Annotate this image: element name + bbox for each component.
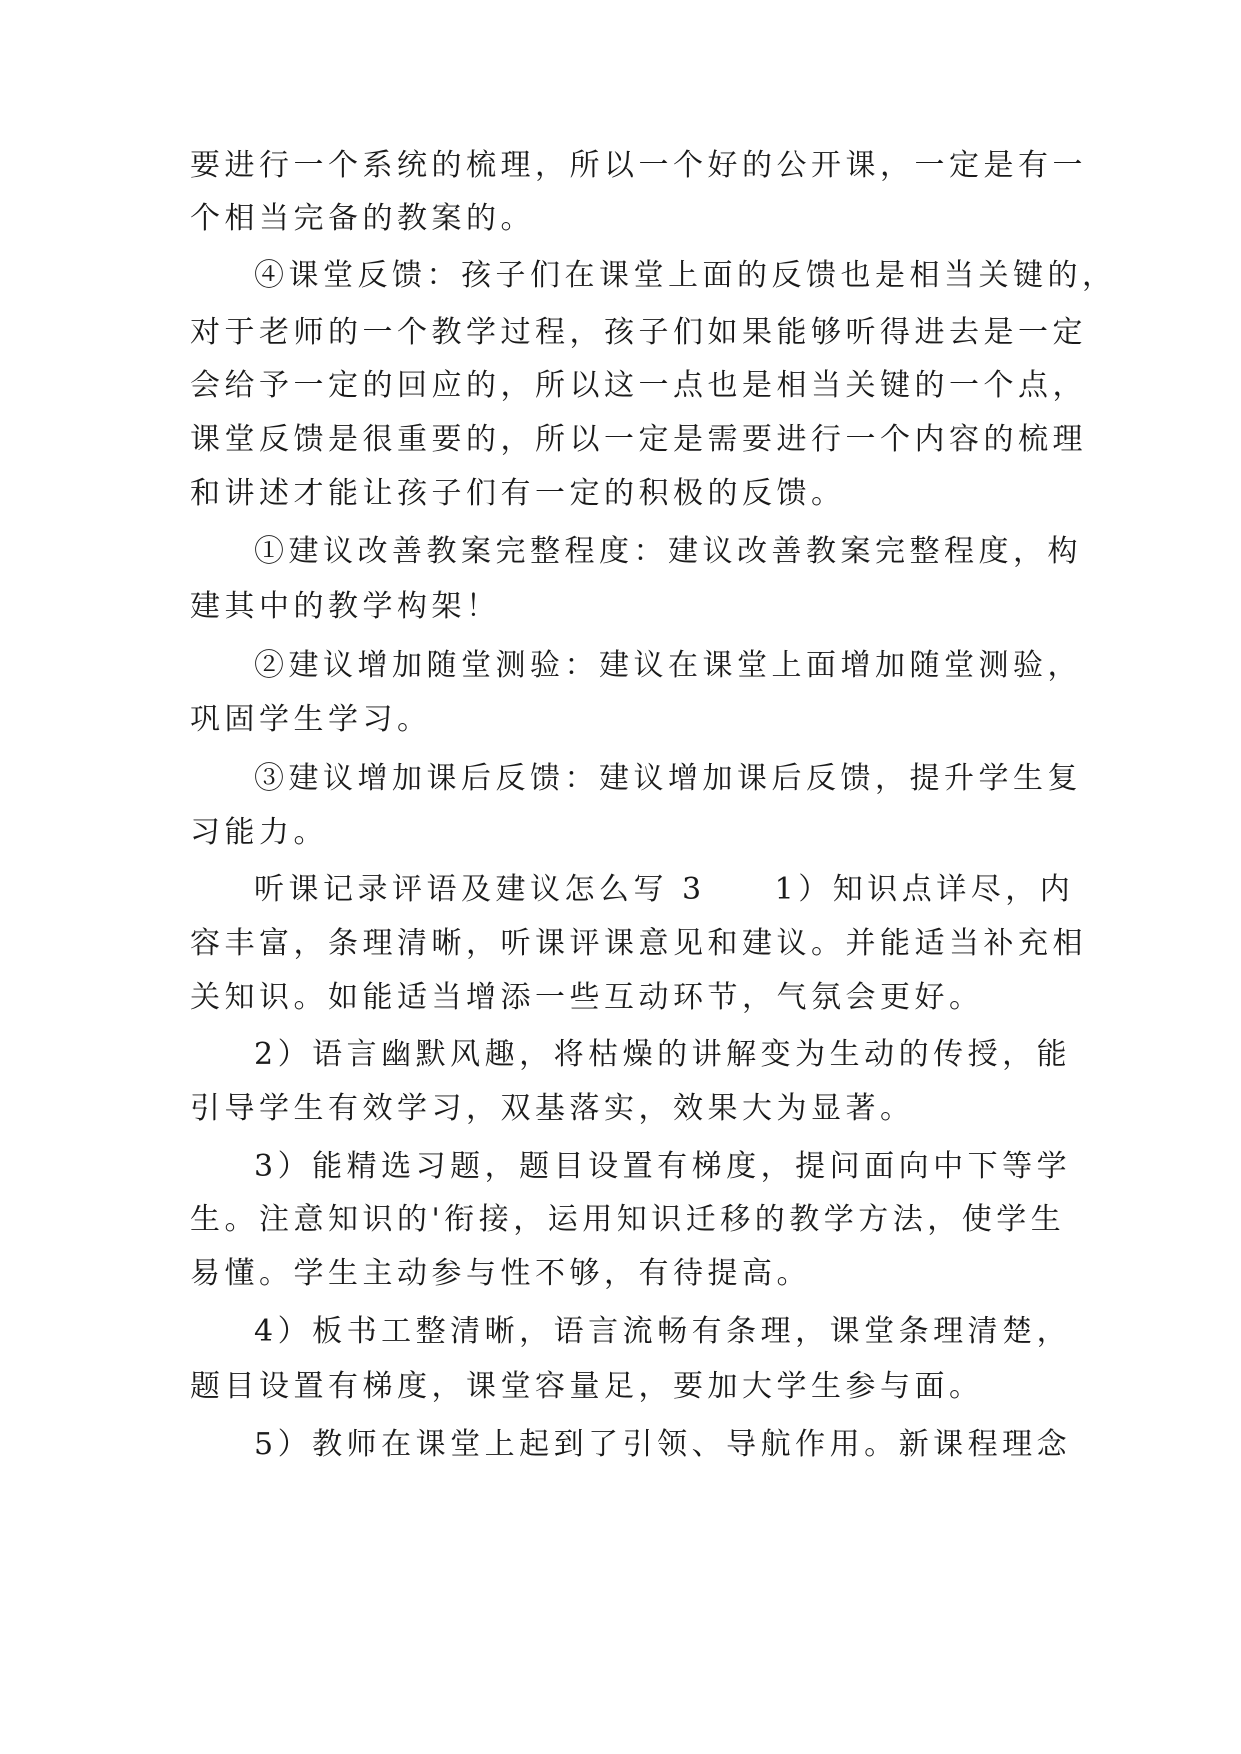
text-line: 建其中的教学构架！ bbox=[190, 589, 501, 624]
text-line: 习能力。 bbox=[190, 815, 328, 850]
text-line: ①建议改善教案完整程度：建议改善教案完整程度，构 bbox=[254, 534, 1082, 569]
text-line: 关知识。如能适当增添一些互动环节，气氛会更好。 bbox=[190, 980, 984, 1015]
text-line: 5）教师在课堂上起到了引领、导航作用。新课程理念 bbox=[254, 1427, 1072, 1462]
text-line: ④课堂反馈：孩子们在课堂上面的反馈也是相当关键的， bbox=[254, 258, 1117, 293]
text-line: 和讲述才能让孩子们有一定的积极的反馈。 bbox=[190, 476, 846, 511]
text-line: 3）能精选习题，题目设置有梯度，提问面向中下等学 bbox=[254, 1149, 1072, 1184]
text-line: 生。注意知识的'衔接，运用知识迁移的教学方法，使学生 bbox=[190, 1202, 1066, 1237]
text-line: 容丰富，条理清晰，听课评课意见和建议。并能适当补充相 bbox=[190, 926, 1087, 961]
text-line: 个相当完备的教案的。 bbox=[190, 201, 535, 236]
text-line: 课堂反馈是很重要的，所以一定是需要进行一个内容的梳理 bbox=[190, 422, 1087, 457]
text-line: ③建议增加课后反馈：建议增加课后反馈，提升学生复 bbox=[254, 761, 1082, 796]
text-line: 对于老师的一个教学过程，孩子们如果能够听得进去是一定 bbox=[190, 315, 1087, 350]
text-line: ②建议增加随堂测验：建议在课堂上面增加随堂测验， bbox=[254, 648, 1082, 683]
text-line: 听课记录评语及建议怎么写 3 1）知识点详尽，内 bbox=[254, 872, 1075, 907]
text-line: 2）语言幽默风趣，将枯燥的讲解变为生动的传授，能 bbox=[254, 1037, 1072, 1072]
text-line: 会给予一定的回应的，所以这一点也是相当关键的一个点， bbox=[190, 368, 1087, 403]
text-line: 易懂。学生主动参与性不够，有待提高。 bbox=[190, 1256, 811, 1291]
text-line: 4）板书工整清晰，语言流畅有条理，课堂条理清楚， bbox=[254, 1314, 1072, 1349]
text-line: 要进行一个系统的梳理，所以一个好的公开课，一定是有一 bbox=[190, 148, 1087, 183]
text-line: 引导学生有效学习，双基落实，效果大为显著。 bbox=[190, 1091, 915, 1126]
text-line: 题目设置有梯度，课堂容量足，要加大学生参与面。 bbox=[190, 1369, 984, 1404]
text-line: 巩固学生学习。 bbox=[190, 702, 432, 737]
